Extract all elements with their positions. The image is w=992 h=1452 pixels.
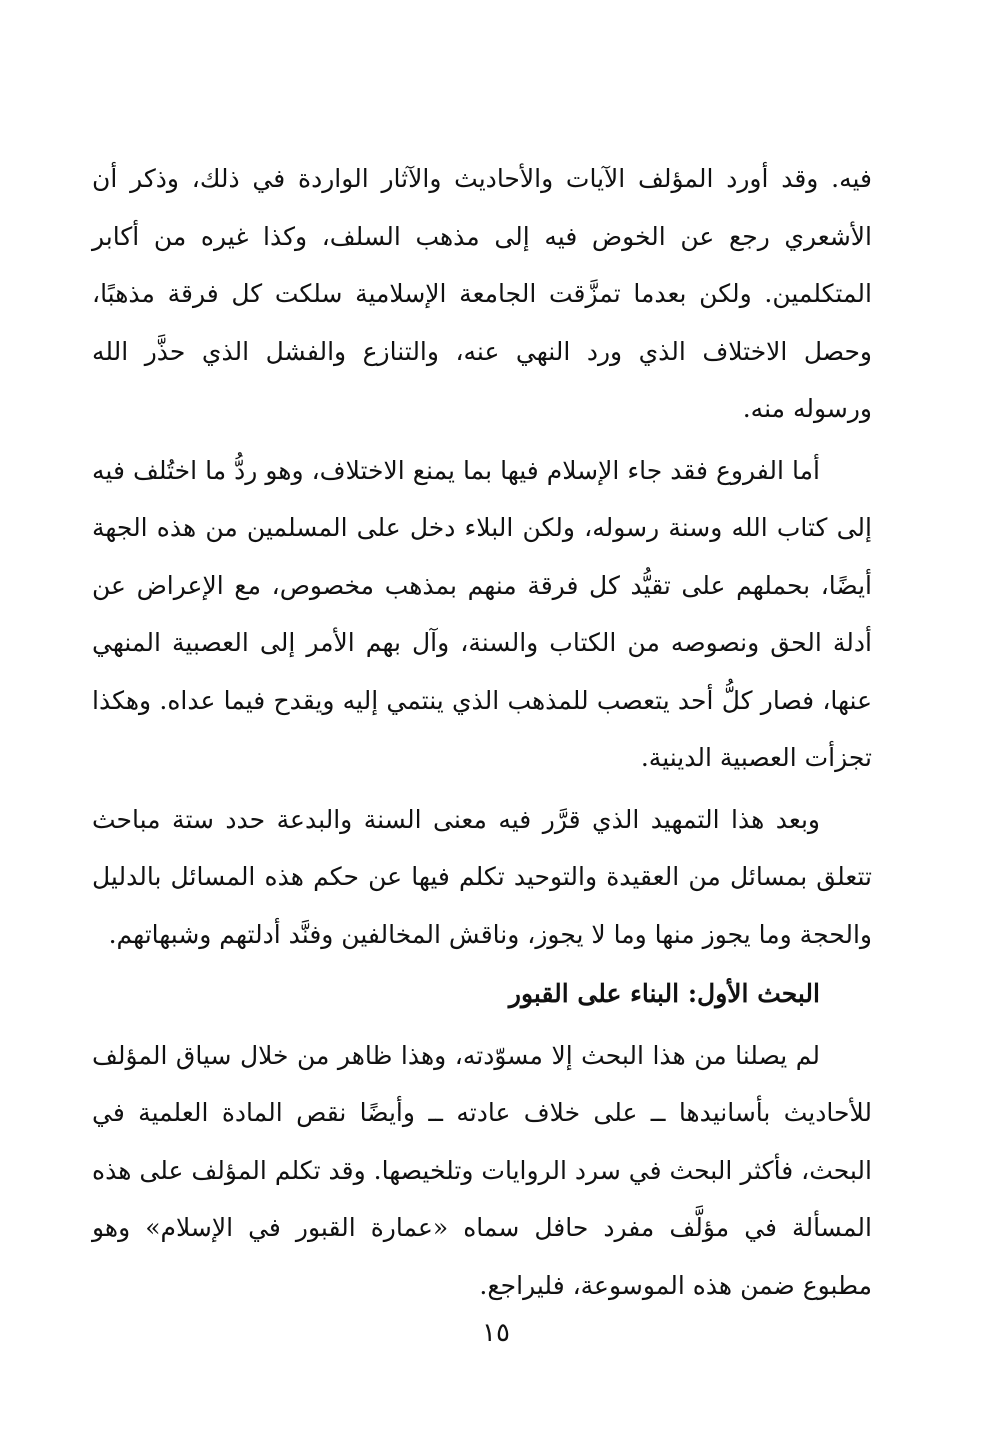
page-body <box>92 150 872 1314</box>
page-number: ١٥ <box>482 1318 510 1348</box>
paragraph-2: أما الفروع فقد جاء الإسلام فيها بما يمنع الاختلاف، وهو ردُّ ما اختُلف فيه إلى كتاب الله وسنة رسوله، ولكن البلاء دخل على المسلمين من هذه الجهة أيضًا، بحملهم على تقيُّد كل فرقة منهم بمذهب مخصوص، مع الإعراض عن أدلة الحق ونصوصه من الكتاب والسنة، وآل بهم الأمر إلى العصبية المنهي عنها، فصار كلُّ أحد يتعصب للمذهب الذي ينتمي إليه ويقدح فيما عداه. وهكذا تجزأت العصبية الدينية. <box>92 455 872 772</box>
section-heading: البحث الأول: البناء على القبور <box>508 979 820 1008</box>
paragraph-4: لم يصلنا من هذا البحث إلا مسوّدته، وهذا ظاهر من خلال سياق المؤلف للأحاديث بأسانيدها ــ على خلاف عادته ــ وأيضًا نقص المادة العلمية في البحث، فأكثر البحث في سرد الروايات وتلخيصها. وقد تكلم المؤلف على هذه المسألة في مؤلَّف مفرد حافل سماه «عمارة القبور في الإسلام» وهو مطبوع ضمن هذه الموسوعة، فليراجع. <box>92 1040 872 1300</box>
paragraph-1: فيه. وقد أورد المؤلف الآيات والأحاديث والآثار الواردة في ذلك، وذكر أن الأشعري رجع عن الخوض فيه إلى مذهب السلف، وكذا غيره من أكابر المتكلمين. ولكن بعدما تمزَّقت الجامعة الإسلامية سلكت كل فرقة مذهبًا، وحصل الاختلاف الذي ورد النهي عنه، والتنازع والفشل الذي حذَّر الله ورسوله منه. <box>92 164 872 423</box>
paragraph-3: وبعد هذا التمهيد الذي قرَّر فيه معنى السنة والبدعة حدد ستة مباحث تتعلق بمسائل من العقيدة والتوحيد تكلم فيها عن حكم هذه المسائل بالدليل والحجة وما يجوز منها وما لا يجوز، وناقش المخالفين وفنَّد أدلتهم وشبهاتهم. <box>92 804 872 949</box>
